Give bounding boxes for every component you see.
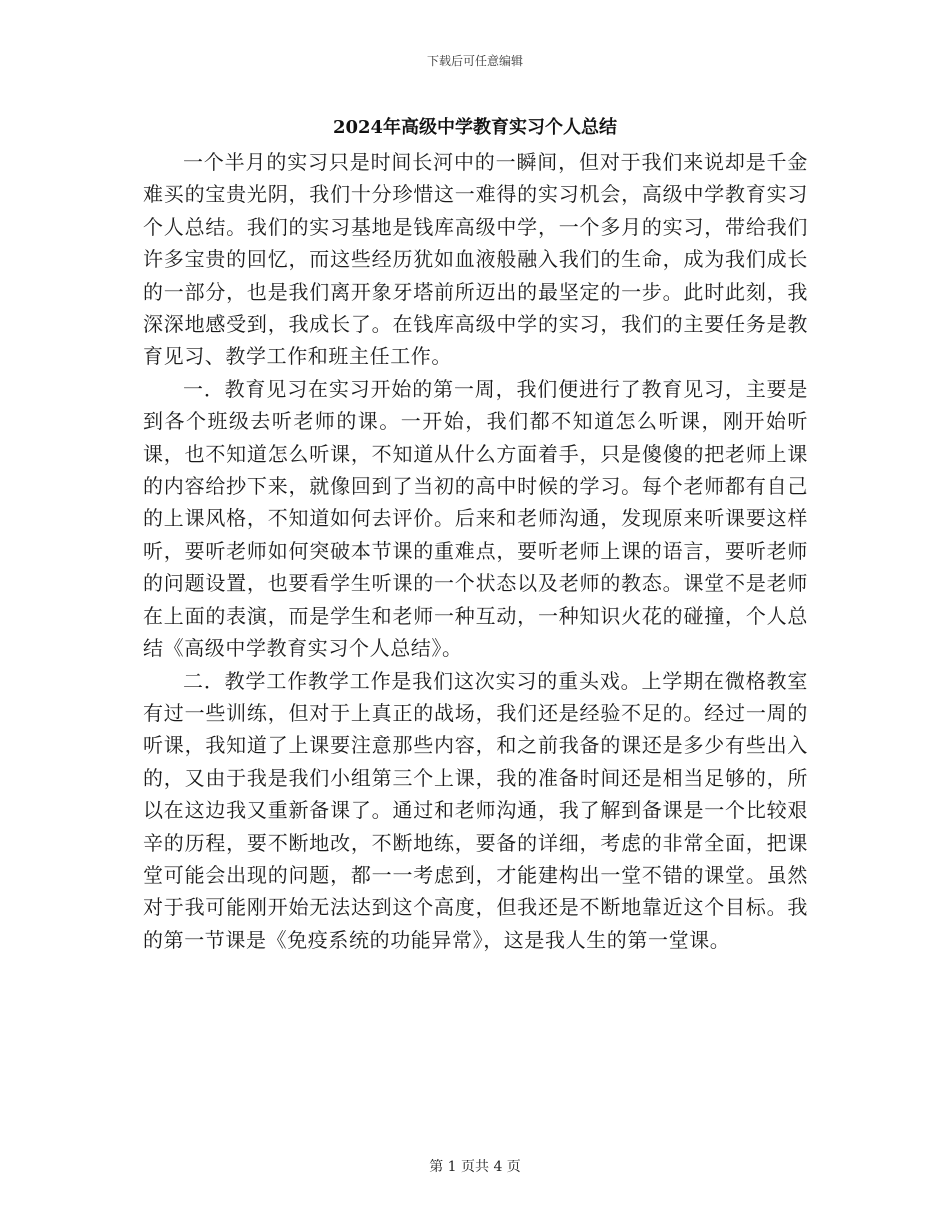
paragraph-intro: 一个半月的实习只是时间长河中的一瞬间，但对于我们来说却是千金难买的宝贵光阴，我们十分珍惜这一难得的实习机会，高级中学教育实习个人总结。我们的实习基地是钱库高级中学，一个多月的实习，带给我们许多宝贵的回忆，而这些经历犹如血液般融入我们的生命，成为我们成长的一部分，也是我们离开象牙塔前所迈出的最坚定的一步。此时此刻，我深深地感受到，我成长了。在钱库高级中学的实习，我们的主要任务是教育见习、教学工作和班主任工作。 — [143, 150, 808, 369]
paragraph-education-observation: 一．教育见习在实习开始的第一周，我们便进行了教育见习，主要是到各个班级去听老师的课。一开始，我们都不知道怎么听课，刚开始听课，也不知道怎么听课，不知道从什么方面着手，只是傻傻的把老师上课的内容给抄下来，就像回到了当初的高中时候的学习。每个老师都有自己的上课风格，不知道如何去评价。后来和老师沟通，发现原来听课要这样听，要听老师如何突破本节课的重难点，要听老师上课的语言，要听老师的问题设置，也要看学生听课的一个状态以及老师的教态。课堂不是老师在上面的表演，而是学生和老师一种互动，一种知识火花的碰撞，个人总结《高级中学教育实习个人总结》。 — [143, 376, 808, 661]
page-number: 第 1 页共 4 页 — [429, 1159, 521, 1175]
document-title: 2024年高级中学教育实习个人总结 — [332, 117, 618, 138]
page-header-note: 下载后可任意编辑 — [426, 54, 523, 68]
document-body — [143, 146, 808, 956]
paragraph-teaching-work: 二．教学工作教学工作是我们这次实习的重头戏。上学期在微格教室有过一些训练，但对于上真正的战场，我们还是经验不足的。经过一周的听课，我知道了上课要注意那些内容，和之前我备的课还是多少有些出入的，又由于我是我们小组第三个上课，我的准备时间还是相当足够的，所以在这边我又重新备课了。通过和老师沟通，我了解到备课是一个比较艰辛的历程，要不断地改，不断地练，要备的详细，考虑的非常全面，把课堂可能会出现的问题，都一一考虑到，才能建构出一堂不错的课堂。虽然对于我可能刚开始无法达到这个高度，但我还是不断地靠近这个目标。我的第一节课是《免疫系统的功能异常》，这是我人生的第一堂课。 — [143, 668, 808, 952]
